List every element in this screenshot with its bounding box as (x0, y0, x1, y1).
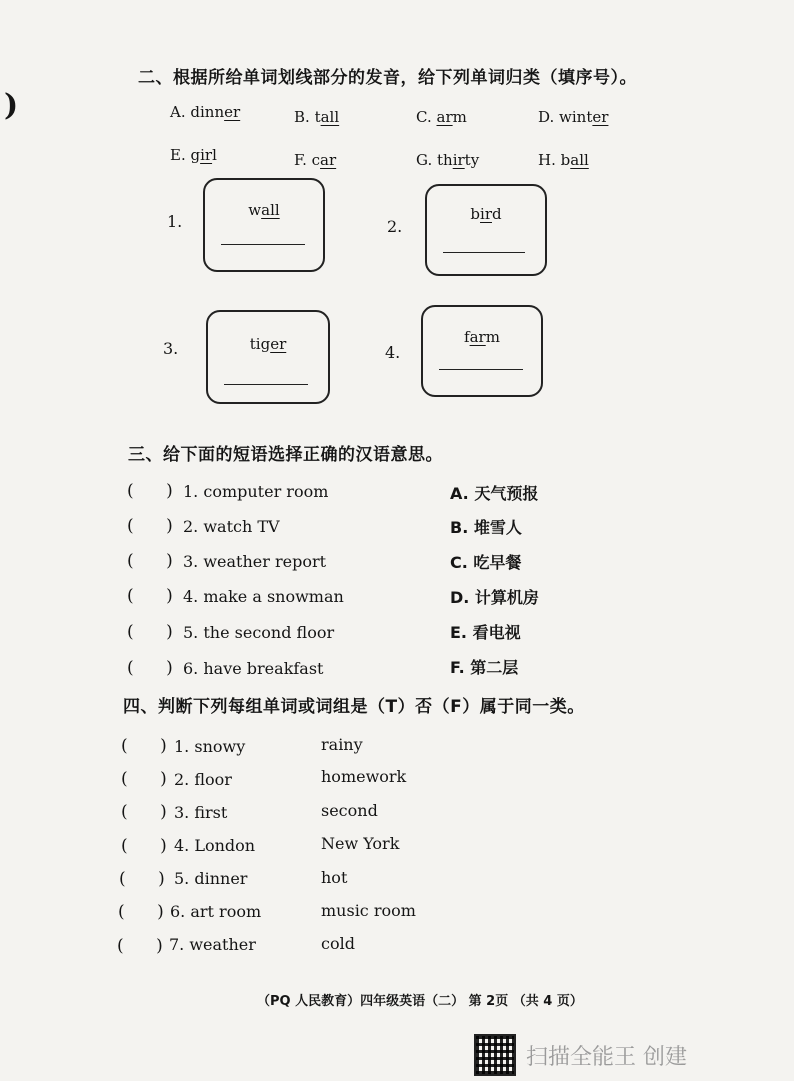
page-footer: （PQ 人民教育）四年级英语（二） 第 2页 （共 4 页） (257, 994, 583, 1009)
phrase-item: 1. computer room (183, 482, 329, 501)
box2-word: bird (470, 205, 502, 223)
meaning-choice: E. 看电视 (450, 623, 521, 642)
answer-paren[interactable]: ( ) (118, 902, 164, 922)
option-d: D. winter (538, 108, 609, 126)
option-g: G. thirty (416, 151, 480, 169)
box1-number: 1. (167, 212, 183, 231)
section3-heading: 三、给下面的短语选择正确的汉语意思。 (128, 445, 443, 465)
answer-paren[interactable]: ( ) (127, 658, 173, 678)
answer-paren[interactable]: ( ) (121, 836, 167, 856)
word-right: homework (321, 767, 407, 786)
qr-code-icon (474, 1034, 516, 1076)
box1-answer-line[interactable] (221, 244, 305, 245)
word-left: 3. first (174, 803, 228, 822)
meaning-choice: B. 堆雪人 (450, 518, 522, 537)
word-right: music room (321, 901, 416, 920)
meaning-choice: C. 吃早餐 (450, 553, 522, 572)
margin-bracket: ) (4, 88, 19, 123)
answer-paren[interactable]: ( ) (127, 481, 173, 501)
meaning-choice: D. 计算机房 (450, 588, 539, 607)
option-b: B. tall (294, 108, 340, 126)
box4-word: farm (464, 328, 500, 346)
answer-paren[interactable]: ( ) (121, 736, 167, 756)
phrase-item: 3. weather report (183, 552, 327, 571)
answer-paren[interactable]: ( ) (121, 769, 167, 789)
option-e: E. girl (170, 146, 217, 164)
answer-paren[interactable]: ( ) (117, 936, 163, 956)
box4-answer-line[interactable] (439, 369, 523, 370)
word-left: 7. weather (169, 935, 256, 954)
word-right: second (321, 801, 378, 820)
word-left: 1. snowy (174, 737, 246, 756)
box2-answer-line[interactable] (443, 252, 525, 253)
box1-word: wall (248, 201, 280, 219)
option-f: F. car (294, 151, 337, 169)
word-left: 5. dinner (174, 869, 248, 888)
section4-heading: 四、判断下列每组单词或词组是（T）否（F）属于同一类。 (123, 697, 585, 717)
box3-answer-line[interactable] (224, 384, 308, 385)
box3-number: 3. (163, 339, 179, 358)
phrase-item: 2. watch TV (183, 517, 280, 536)
meaning-choice: F. 第二层 (450, 658, 519, 677)
answer-paren[interactable]: ( ) (127, 622, 173, 642)
scanner-watermark: 扫描全能王 创建 (526, 1045, 687, 1070)
box3-word: tiger (249, 335, 287, 353)
meaning-choice: A. 天气预报 (450, 484, 539, 503)
category-box-2 (425, 184, 547, 276)
word-right: rainy (321, 735, 363, 754)
option-h: H. ball (538, 151, 589, 169)
answer-paren[interactable]: ( ) (119, 869, 165, 889)
phrase-item: 4. make a snowman (183, 587, 344, 606)
option-c: C. arm (416, 108, 467, 126)
phrase-item: 6. have breakfast (183, 659, 324, 678)
word-right: New York (321, 834, 400, 853)
answer-paren[interactable]: ( ) (127, 516, 173, 536)
word-right: hot (321, 868, 348, 887)
answer-paren[interactable]: ( ) (127, 586, 173, 606)
category-box-4 (421, 305, 543, 397)
box2-number: 2. (387, 217, 403, 236)
word-right: cold (321, 934, 355, 953)
word-left: 2. floor (174, 770, 232, 789)
section2-heading: 二、根据所给单词划线部分的发音，给下列单词归类（填序号）。 (138, 68, 637, 88)
category-box-3 (206, 310, 330, 404)
answer-paren[interactable]: ( ) (127, 551, 173, 571)
option-a: A. dinner (170, 103, 241, 121)
word-left: 4. London (174, 836, 256, 855)
answer-paren[interactable]: ( ) (121, 802, 167, 822)
word-left: 6. art room (170, 902, 262, 921)
box4-number: 4. (385, 343, 401, 362)
phrase-item: 5. the second floor (183, 623, 335, 642)
category-box-1 (203, 178, 325, 272)
